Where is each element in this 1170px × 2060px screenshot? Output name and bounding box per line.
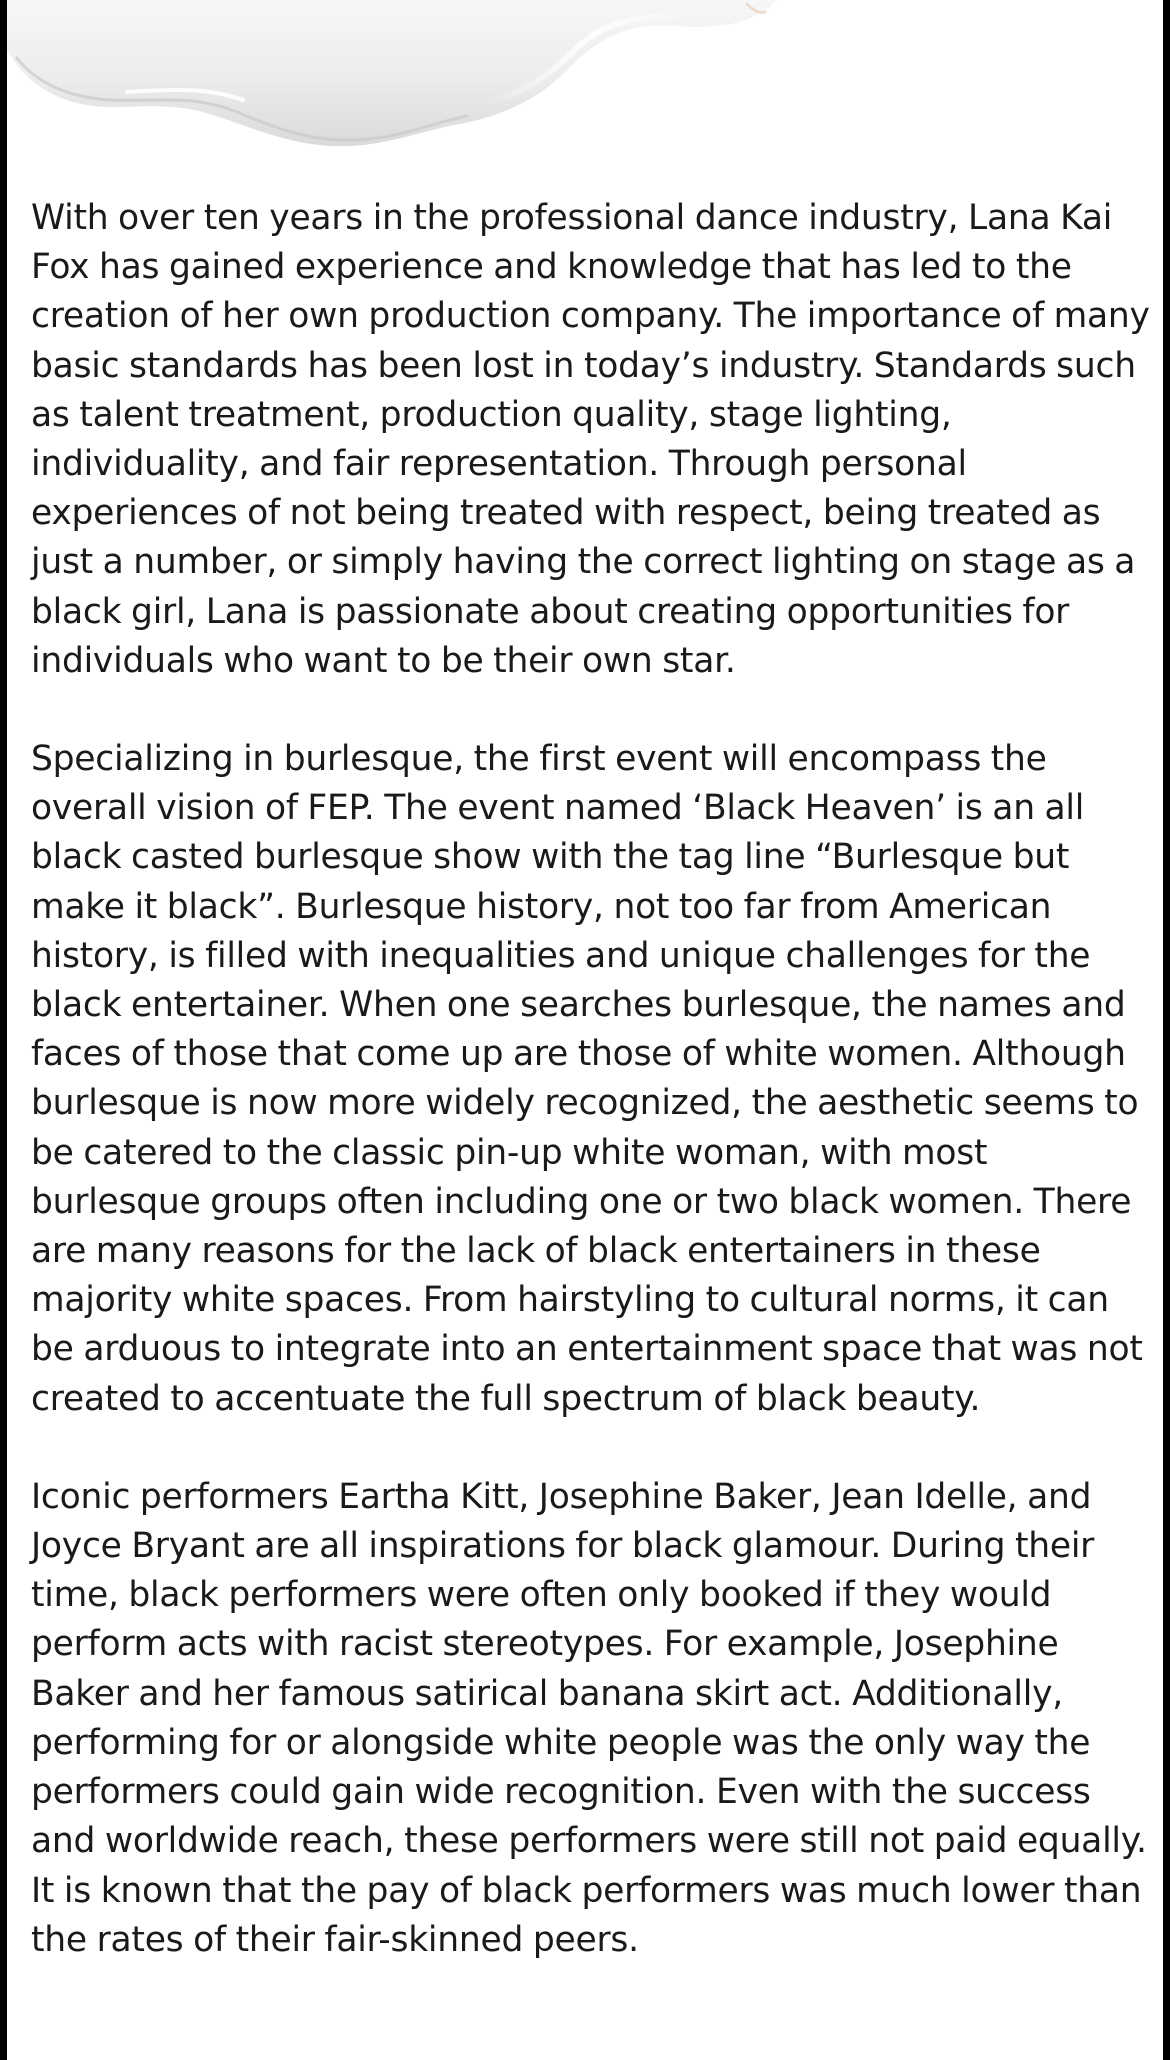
paragraph-intro: With over ten years in the professional dance industry, Lana Kai Fox has gained experience and knowledge that has led to the creation of her own production company. The importance of many basic standards has been lost in today’s industry. Standards such as talent treatment, production quality, stage lighting, individuality, and fair representation. Through personal experiences of not being treated with respect, being treated as just a number, or simply having the correct lighting on stage as a black girl, Lana is passionate about creating opportunities for individuals who want to be their own star. xyxy=(31,198,1150,681)
paragraph-burlesque-event: Specializing in burlesque, the first event will encompass the overall vision of FEP. The event named ‘Black Heaven’ is an all black casted burlesque show with the tag line “Burlesque but make it black”. Burlesque history, not too far from American history, is filled with inequalities and unique challenges for the black entertainer. When one searches burlesque, the names and faces of those that come up are those of white women. Although burlesque is now more widely recognized, the aesthetic seems to be catered to the classic pin-up white woman, with most burlesque groups often including one or two black women. There are many reasons for the lack of black entertainers in these majority white spaces. From hairstyling to cultural norms, it can be arduous to integrate into an entertainment space that was not created to accentuate the full spectrum of black beauty. xyxy=(31,739,1143,1419)
paragraph-iconic-performers: Iconic performers Eartha Kitt, Josephine Baker, Jean Idelle, and Joyce Bryant are all inspirations for black glamour. During their time, black performers were often only booked if they would perform acts with racist stereotypes. For example, Josephine Baker and her famous satirical banana skirt act. Additionally, performing for or alongside white people was the only way the performers could gain wide recognition. Even with the success and worldwide reach, these performers were still not paid equally. It is known that the pay of black performers was much lower than the rates of their fair-skinned peers. xyxy=(31,1476,1147,1960)
liquid-blob-decoration xyxy=(7,0,787,160)
document-page xyxy=(7,0,1163,2060)
document-body xyxy=(31,194,1159,2014)
